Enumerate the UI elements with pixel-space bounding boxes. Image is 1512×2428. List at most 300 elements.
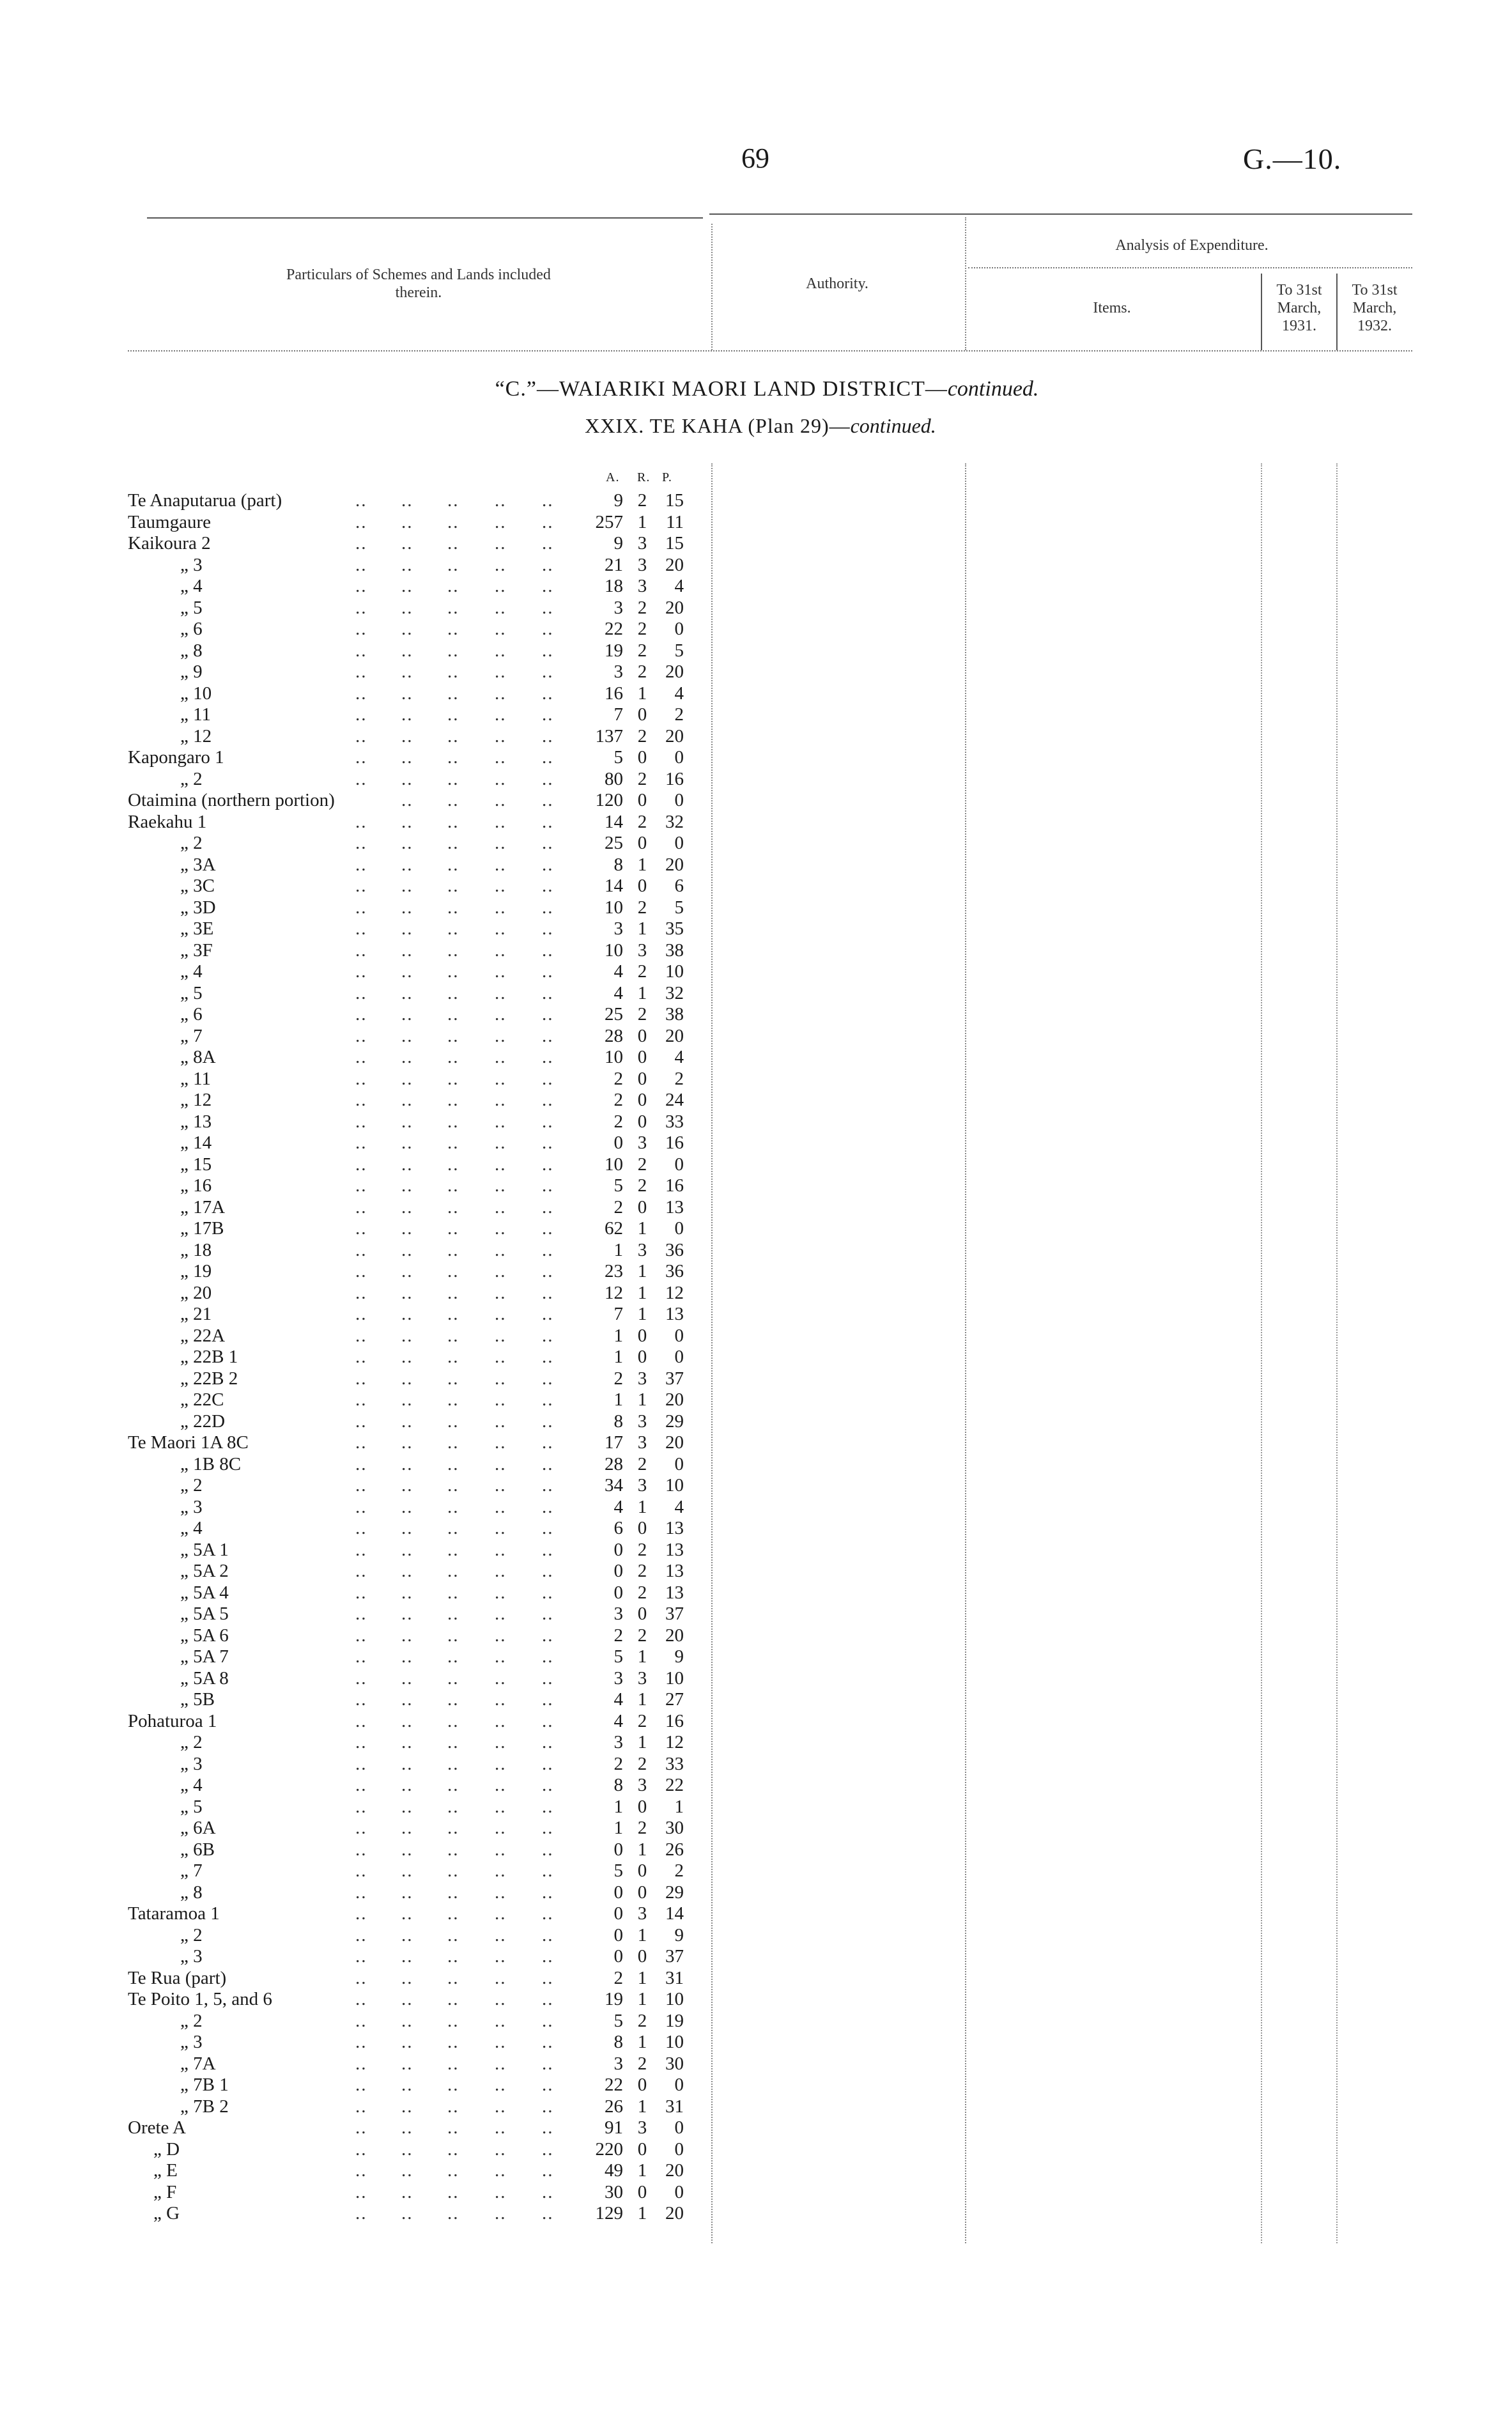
leader-dots: .. [401,1111,413,1132]
land-name: „ 9 [180,661,203,682]
acres-value: 18 [605,576,623,596]
leader-dots: .. [542,1347,554,1367]
leader-dots: .. [447,2075,459,2095]
leader-dots: .. [355,1154,367,1175]
leader-dots: .. [401,640,413,661]
unit-label-roods: R. [637,470,651,484]
land-name: „ 3 [180,2032,203,2052]
leader-dots: .. [447,1882,459,1903]
land-name: „ 4 [180,576,203,596]
leader-dots: .. [401,1967,413,1988]
leader-dots: .. [447,982,459,1003]
leader-dots: .. [542,1604,554,1624]
leader-dots: .. [542,1646,554,1667]
leader-dots: .. [401,1582,413,1603]
land-row [0,746,716,768]
roods-value: 0 [637,1604,647,1624]
leader-dots: .. [355,1967,367,1988]
acres-value: 10 [605,897,623,918]
leader-dots: .. [447,811,459,832]
leader-dots: .. [401,704,413,725]
leader-dots: .. [542,2075,554,2095]
leader-dots: .. [495,1561,507,1581]
leader-dots: .. [495,1218,507,1239]
leader-dots: .. [355,1261,367,1281]
land-row [0,1154,716,1175]
land-name: „ 5 [180,597,203,618]
acres-value: 2 [613,1068,623,1089]
leader-dots: .. [355,2203,367,2223]
land-row [0,1603,716,1625]
acres-value: 21 [605,554,623,575]
leader-dots: .. [447,876,459,896]
perches-value: 35 [665,918,684,939]
leader-dots: .. [355,2117,367,2138]
leader-dots: .. [542,1411,554,1432]
leader-dots: .. [355,854,367,875]
leader-dots: .. [542,1047,554,1067]
land-row [0,1282,716,1304]
leader-dots: .. [447,918,459,939]
land-name: „ 2 [180,2010,203,2031]
leader-dots: .. [495,1625,507,1646]
land-name: Kaikoura 2 [128,533,211,553]
leader-dots: .. [401,2160,413,2181]
leader-dots: .. [447,1239,459,1260]
roods-value: 1 [637,918,647,939]
leader-dots: .. [355,1946,367,1967]
roods-value: 2 [637,1539,647,1560]
leader-dots: .. [401,1368,413,1389]
leader-dots: .. [401,1304,413,1324]
leader-dots: .. [495,1133,507,1153]
leader-dots: .. [447,619,459,639]
land-row [0,554,716,576]
land-row [0,1753,716,1775]
leader-dots: .. [542,1775,554,1795]
leader-dots: .. [447,897,459,918]
land-name: „ 19 [180,1261,212,1281]
leader-dots: .. [542,597,554,618]
perches-value: 26 [665,1839,684,1860]
leader-dots: .. [447,1989,459,2009]
divider-items-1931 [1261,274,1262,350]
roods-value: 3 [637,1411,647,1432]
land-name: Orete A [128,2117,186,2138]
district-title-suffix: continued. [947,377,1039,401]
leader-dots: .. [401,619,413,639]
leader-dots: .. [401,2053,413,2074]
leader-dots: .. [447,1047,459,1067]
land-name: „ 2 [180,833,203,853]
roods-value: 0 [637,1882,647,1903]
land-row [0,1368,716,1389]
land-row [0,1218,716,1239]
acres-value: 30 [605,2181,623,2202]
leader-dots: .. [355,490,367,511]
leader-dots: .. [355,1989,367,2009]
land-row [0,661,716,683]
leader-dots: .. [495,833,507,853]
roods-value: 2 [637,2053,647,2074]
land-row [0,1646,716,1667]
leader-dots: .. [355,1775,367,1795]
leader-dots: .. [495,1882,507,1903]
land-name: „ 3A [180,854,216,875]
acres-value: 9 [613,490,623,511]
acres-value: 23 [605,1261,623,1281]
leader-dots: .. [401,2138,413,2160]
leader-dots: .. [542,1432,554,1453]
acres-value: 5 [613,2010,623,2031]
leader-dots: .. [447,1689,459,1710]
perches-value: 12 [665,1732,684,1752]
leader-dots: .. [542,1625,554,1646]
leader-dots: .. [495,2117,507,2138]
leader-dots: .. [542,876,554,896]
acres-value: 22 [605,619,623,639]
leader-dots: .. [495,683,507,704]
land-row [0,1517,716,1539]
acres-value: 2 [613,1967,623,1988]
leader-dots: .. [355,576,367,596]
acres-value: 0 [613,1924,623,1945]
land-row [0,1967,716,1989]
acres-value: 8 [613,854,623,875]
perches-value: 13 [665,1196,684,1218]
leader-dots: .. [355,1667,367,1689]
land-name: Tataramoa 1 [128,1903,220,1924]
leader-dots: .. [401,1604,413,1624]
land-name: „ 4 [180,1518,203,1538]
acres-value: 0 [613,1561,623,1581]
acres-value: 14 [605,811,623,832]
land-name: „ 16 [180,1175,212,1196]
body-divider-items [965,463,966,2243]
header-to-31-march-1932: To 31st March, 1932. [1352,282,1398,334]
header-to-31-march-1931: To 31st March, 1931. [1276,282,1322,334]
acres-value: 0 [613,1539,623,1560]
acres-value: 0 [613,1133,623,1153]
perches-value: 13 [665,1561,684,1581]
roods-value: 2 [637,1710,647,1731]
acres-value: 120 [595,790,623,810]
land-name: „ 6 [180,619,203,639]
leader-dots: .. [447,1261,459,1281]
land-row [0,982,716,1004]
leader-dots: .. [542,2117,554,2138]
leader-dots: .. [447,1368,459,1389]
leader-dots: .. [401,1989,413,2009]
leader-dots: .. [495,1646,507,1667]
perches-value: 0 [674,1154,684,1175]
acres-value: 25 [605,833,623,853]
leader-dots: .. [401,1068,413,1089]
roods-value: 0 [637,1860,647,1881]
header-particulars: Particulars of Schemes and Lands included therein. [286,267,551,301]
leader-dots: .. [401,939,413,961]
acres-value: 3 [613,2053,623,2074]
roods-value: 1 [637,1839,647,1860]
land-name: „ F [153,2181,177,2202]
leader-dots: .. [355,1411,367,1432]
land-name: Otaimina (northern portion) [128,790,335,810]
perches-value: 19 [665,2010,684,2031]
land-row [0,1089,716,1111]
leader-dots: .. [495,1196,507,1218]
land-name: „ 5A 5 [180,1604,229,1624]
leader-dots: .. [355,1710,367,1731]
leader-dots: .. [447,1325,459,1346]
leader-dots: .. [542,1068,554,1089]
land-row [0,1196,716,1218]
leader-dots: .. [447,533,459,553]
land-row [0,2160,716,2181]
leader-dots: .. [447,554,459,575]
leader-dots: .. [355,2138,367,2160]
acres-value: 28 [605,1453,623,1474]
leader-dots: .. [447,1582,459,1603]
leader-dots: .. [542,1025,554,1046]
acres-value: 4 [613,1710,623,1731]
acres-value: 14 [605,876,623,896]
leader-dots: .. [401,1924,413,1945]
leader-dots: .. [542,2138,554,2160]
leader-dots: .. [447,1068,459,1089]
header-authority: Authority. [806,275,868,292]
roods-value: 2 [637,768,647,789]
leader-dots: .. [447,1796,459,1817]
leader-dots: .. [401,1775,413,1795]
leader-dots: .. [355,1539,367,1560]
land-name: „ 5B [180,1689,215,1710]
leader-dots: .. [401,1432,413,1453]
leader-dots: .. [401,1218,413,1239]
leader-dots: .. [495,511,507,532]
perches-value: 0 [674,2181,684,2202]
leader-dots: .. [495,1175,507,1196]
leader-dots: .. [542,1582,554,1603]
leader-dots: .. [447,1389,459,1410]
acres-value: 25 [605,1004,623,1025]
leader-dots: .. [355,1325,367,1346]
leader-dots: .. [495,2010,507,2031]
leader-dots: .. [355,833,367,853]
leader-dots: .. [401,1646,413,1667]
land-name: „ 5 [180,982,203,1003]
roods-value: 0 [637,790,647,810]
leader-dots: .. [447,1732,459,1752]
acres-value: 10 [605,939,623,961]
land-name: „ 18 [180,1239,212,1260]
perches-value: 10 [665,1989,684,2009]
acres-value: 3 [613,918,623,939]
land-row [0,532,716,554]
acres-value: 5 [613,747,623,768]
leader-dots: .. [447,1111,459,1132]
land-name: „ G [153,2203,180,2223]
leader-dots: .. [401,1175,413,1196]
leader-dots: .. [401,2203,413,2223]
leader-dots: .. [495,2138,507,2160]
leader-dots: .. [495,1068,507,1089]
land-name: Kapongaro 1 [128,747,224,768]
leader-dots: .. [495,1282,507,1303]
leader-dots: .. [355,939,367,961]
leader-dots: .. [355,1389,367,1410]
land-row [0,1496,716,1518]
leader-dots: .. [401,725,413,746]
leader-dots: .. [355,1753,367,1774]
land-row [0,939,716,961]
leader-dots: .. [401,1539,413,1560]
leader-dots: .. [542,1175,554,1196]
leader-dots: .. [401,1196,413,1218]
acres-value: 8 [613,1775,623,1795]
leader-dots: .. [401,1518,413,1538]
leader-dots: .. [447,704,459,725]
leader-dots: .. [355,747,367,768]
roods-value: 0 [637,2075,647,2095]
leader-dots: .. [542,704,554,725]
leader-dots: .. [401,1004,413,1025]
leader-dots: .. [447,1133,459,1153]
perches-value: 0 [674,2117,684,2138]
leader-dots: .. [542,1989,554,2009]
roods-value: 2 [637,619,647,639]
land-row [0,1132,716,1154]
leader-dots: .. [355,982,367,1003]
land-name: „ 4 [180,1775,203,1795]
perches-value: 32 [665,982,684,1003]
leader-dots: .. [542,1453,554,1474]
acres-value: 2 [613,1090,623,1110]
divider-particulars-authority [711,224,713,350]
leader-dots: .. [447,2117,459,2138]
acres-value: 34 [605,1475,623,1496]
leader-dots: .. [355,1689,367,1710]
acres-value: 19 [605,640,623,661]
land-name: „ 5A 8 [180,1667,229,1689]
leader-dots: .. [495,1839,507,1860]
leader-dots: .. [495,1047,507,1067]
land-row [0,2202,716,2224]
unit-label-perches: P. [662,470,672,484]
leader-dots: .. [401,683,413,704]
roods-value: 2 [637,1753,647,1774]
land-name: „ 4 [180,961,203,982]
leader-dots: .. [542,1732,554,1752]
land-row [0,618,716,640]
acres-value: 3 [613,1732,623,1752]
roods-value: 2 [637,1561,647,1581]
land-name: „ 11 [180,704,212,725]
perches-value: 0 [674,1325,684,1346]
perches-value: 37 [665,1368,684,1389]
roods-value: 2 [637,1154,647,1175]
acres-value: 7 [613,704,623,725]
leader-dots: .. [401,1882,413,1903]
acres-value: 10 [605,1047,623,1067]
leader-dots: .. [355,597,367,618]
land-row [0,897,716,918]
leader-dots: .. [495,2053,507,2074]
leader-dots: .. [495,704,507,725]
roods-value: 1 [637,854,647,875]
acres-value: 137 [595,725,623,746]
leader-dots: .. [495,1518,507,1538]
land-row [0,1239,716,1261]
perches-value: 10 [665,1475,684,1496]
leader-dots: .. [447,1025,459,1046]
perches-value: 13 [665,1518,684,1538]
leader-dots: .. [495,1946,507,1967]
acres-value: 3 [613,597,623,618]
leader-dots: .. [495,1154,507,1175]
acres-value: 257 [595,511,623,532]
land-name: „ 3D [180,897,216,918]
leader-dots: .. [542,982,554,1003]
leader-dots: .. [542,1818,554,1838]
leader-dots: .. [495,1496,507,1517]
leader-dots: .. [495,982,507,1003]
roods-value: 1 [637,1732,647,1752]
leader-dots: .. [355,1218,367,1239]
land-name: „ 20 [180,1282,212,1303]
header-top-rule-left [147,217,703,219]
roods-value: 1 [637,2203,647,2223]
leader-dots: .. [355,1818,367,1838]
land-row [0,2031,716,2053]
leader-dots: .. [355,2053,367,2074]
roods-value: 1 [637,1218,647,1239]
leader-dots: .. [401,747,413,768]
acres-value: 2 [613,1368,623,1389]
section-title-text: XXIX. TE KAHA (Plan 29)— [585,414,851,437]
acres-value: 1 [613,1347,623,1367]
land-row [0,811,716,833]
land-row [0,1903,716,1924]
leader-dots: .. [401,1689,413,1710]
land-name: „ 6 [180,1004,203,1025]
leader-dots: .. [542,961,554,982]
roods-value: 1 [637,511,647,532]
leader-dots: .. [495,490,507,511]
leader-dots: .. [495,1304,507,1324]
land-row [0,1068,716,1090]
land-name: „ 21 [180,1304,212,1324]
leader-dots: .. [355,1496,367,1517]
roods-value: 0 [637,1196,647,1218]
land-name: „ 22A [180,1325,226,1346]
land-name: „ 10 [180,683,212,704]
leader-dots: .. [355,876,367,896]
leader-dots: .. [447,597,459,618]
leader-dots: .. [355,1025,367,1046]
leader-dots: .. [495,790,507,810]
leader-dots: .. [355,1196,367,1218]
roods-value: 1 [637,1967,647,1988]
acres-value: 12 [605,1282,623,1303]
leader-dots: .. [542,1839,554,1860]
leader-dots: .. [447,1967,459,1988]
perches-value: 16 [665,1133,684,1153]
land-row [0,832,716,854]
leader-dots: .. [447,2096,459,2117]
roods-value: 1 [637,2032,647,2052]
leader-dots: .. [495,1582,507,1603]
leader-dots: .. [355,1090,367,1110]
